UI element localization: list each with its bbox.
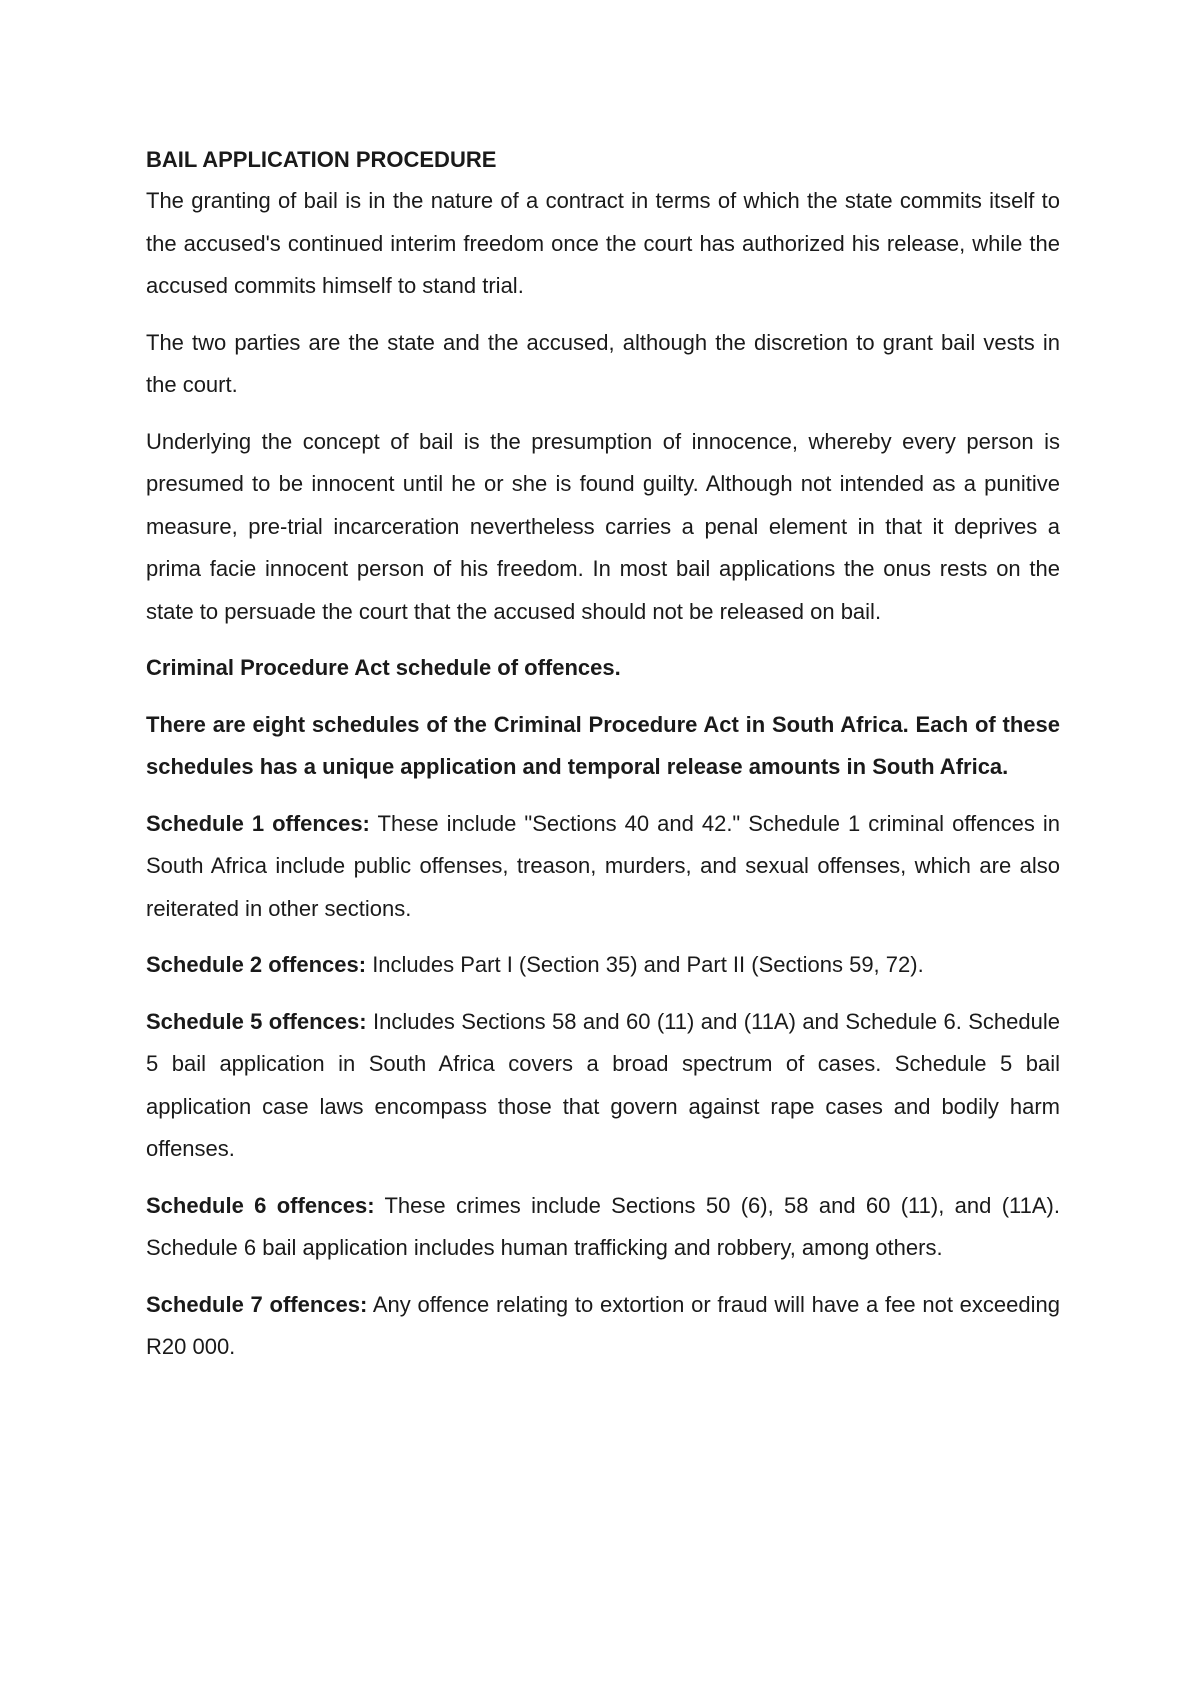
schedule-1-text: These include "Sections 40 and 42." Schedule 1 criminal offences in South Africa include public offenses, treason, murders, and sexual offenses, which are also reiterated in other sections.: [146, 810, 1060, 921]
schedule-6-label: Schedule 6 offences:: [146, 1192, 375, 1218]
schedule-6-paragraph: [146, 1185, 1060, 1270]
section-heading: Criminal Procedure Act schedule of offences.: [146, 655, 621, 680]
section-intro: There are eight schedules of the Criminal Procedure Act in South Africa. Each of these schedules has a unique application and temporal release amounts in South Africa.: [146, 711, 1060, 779]
schedule-6-text: These crimes include Sections 50 (6), 58 and 60 (11), and (11A). Schedule 6 bail application includes human trafficking and robbery, among others.: [146, 1192, 1060, 1260]
paragraph-parties: The two parties are the state and the accused, although the discretion to grant bail vests in the court.: [146, 329, 1060, 397]
schedule-5-label: Schedule 5 offences:: [146, 1008, 367, 1034]
schedule-5-text: Includes Sections 58 and 60 (11) and (11A) and Schedule 6. Schedule 5 bail application in South Africa covers a broad spectrum of cases. Schedule 5 bail application case laws encompass those that govern against rape cases and bodily harm offenses.: [146, 1008, 1060, 1161]
schedule-2-text: Includes Part I (Section 35) and Part II (Sections 59, 72).: [366, 952, 924, 977]
schedule-2-label: Schedule 2 offences:: [146, 952, 367, 977]
schedule-2-paragraph: [146, 944, 1060, 987]
schedule-5-paragraph: [146, 1001, 1060, 1171]
schedule-7-label: Schedule 7 offences:: [146, 1291, 368, 1317]
paragraph-presumption-innocence: Underlying the concept of bail is the presumption of innocence, whereby every person is presumed to be innocent until he or she is found guilty. Although not intended as a punitive measure, pre-trial incarceration nevertheless carries a penal element in that it deprives a prima facie innocent person of his freedom. In most bail applications the onus rests on the state to persuade the court that the accused should not be released on bail.: [146, 428, 1060, 624]
schedule-1-paragraph: [146, 803, 1060, 931]
paragraph-bail-contract: The granting of bail is in the nature of a contract in terms of which the state commits itself to the accused's continued interim freedom once the court has authorized his release, while the accused commits himself to stand trial.: [146, 188, 1060, 298]
document-body: [146, 142, 1060, 1383]
schedule-7-text: Any offence relating to extortion or fraud will have a fee not exceeding R20 000.: [146, 1291, 1060, 1359]
schedule-7-paragraph: [146, 1284, 1060, 1369]
document-title: BAIL APPLICATION PROCEDURE: [146, 147, 497, 172]
schedule-1-label: Schedule 1 offences:: [146, 810, 370, 836]
